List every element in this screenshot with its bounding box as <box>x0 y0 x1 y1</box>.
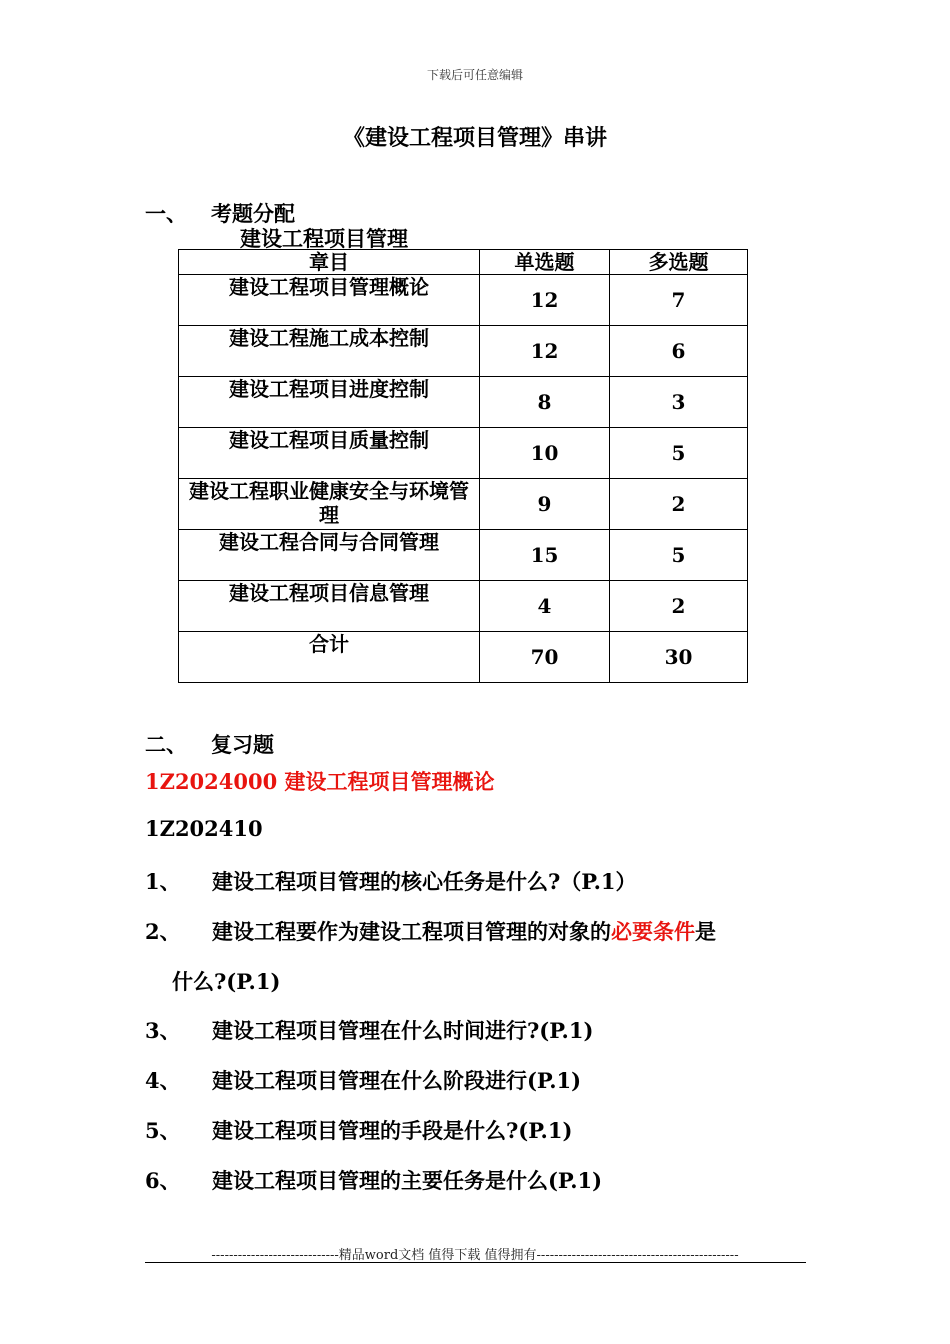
footer-note: -----------------------------精品word文档 值得下载 值得拥有---------------------------------------------- <box>211 1248 739 1263</box>
subsection-code: 1Z202410 <box>145 816 263 841</box>
chapter-cell: 建设工程施工成本控制 <box>179 326 480 377</box>
chapter-cell: 建设工程项目信息管理 <box>179 581 480 632</box>
question-text: 建设工程项目管理的核心任务是什么?（P.1） <box>212 869 637 894</box>
question-number: 3、 <box>145 1018 181 1043</box>
multi-count-cell: 3 <box>610 377 748 428</box>
header-chapter: 章目 <box>179 250 480 275</box>
multi-count-cell: 2 <box>610 581 748 632</box>
section-title: 考题分配 <box>211 201 295 226</box>
multi-count-cell: 7 <box>610 275 748 326</box>
table-row <box>179 479 748 530</box>
total-label-cell: 合计 <box>179 632 480 683</box>
single-count-cell: 15 <box>480 530 610 581</box>
single-count-cell: 12 <box>480 275 610 326</box>
question-item <box>145 1015 593 1045</box>
question-text: 建设工程项目管理在什么阶段进行(P.1) <box>212 1068 582 1093</box>
question-item <box>145 916 716 946</box>
chapter-cell: 建设工程项目进度控制 <box>179 377 480 428</box>
question-item <box>145 1165 602 1195</box>
table-row <box>179 275 748 326</box>
question-text: 建设工程项目管理的主要任务是什么(P.1) <box>212 1168 603 1193</box>
footer-divider <box>145 1262 806 1263</box>
table-caption: 建设工程项目管理 <box>240 226 408 251</box>
table-row <box>179 326 748 377</box>
section-number: 一、 <box>145 201 187 226</box>
section-title: 复习题 <box>211 732 274 757</box>
section-heading-2 <box>145 729 274 759</box>
table-header-row <box>179 250 748 275</box>
header-single-choice: 单选题 <box>480 250 610 275</box>
table-row <box>179 377 748 428</box>
question-continuation: 什么?(P.1) <box>172 969 281 994</box>
table-row <box>179 428 748 479</box>
chapter-cell: 建设工程项目管理概论 <box>179 275 480 326</box>
question-number: 2、 <box>145 919 181 944</box>
question-highlight: 必要条件 <box>611 919 695 944</box>
total-single-cell: 70 <box>480 632 610 683</box>
section-number: 二、 <box>145 732 187 757</box>
chapter-cell: 建设工程项目质量控制 <box>179 428 480 479</box>
multi-count-cell: 5 <box>610 428 748 479</box>
document-title: 《建设工程项目管理》串讲 <box>342 125 607 151</box>
question-text: 建设工程项目管理在什么时间进行?(P.1) <box>212 1018 594 1043</box>
question-item <box>145 1065 581 1095</box>
question-number: 4、 <box>145 1068 181 1093</box>
multi-count-cell: 2 <box>610 479 748 530</box>
question-text: 建设工程要作为建设工程项目管理的对象的 <box>212 919 611 944</box>
question-item <box>145 1115 572 1145</box>
table-row <box>179 530 748 581</box>
exam-distribution-table <box>178 249 748 683</box>
total-multi-cell: 30 <box>610 632 748 683</box>
chapter-cell: 建设工程职业健康安全与环境管理 <box>179 479 480 530</box>
table-total-row <box>179 632 748 683</box>
question-number: 1、 <box>145 869 181 894</box>
question-number: 5、 <box>145 1118 181 1143</box>
single-count-cell: 4 <box>480 581 610 632</box>
chapter-cell: 建设工程合同与合同管理 <box>179 530 480 581</box>
question-item <box>145 866 637 896</box>
question-text: 建设工程项目管理的手段是什么?(P.1) <box>212 1118 573 1143</box>
single-count-cell: 10 <box>480 428 610 479</box>
single-count-cell: 9 <box>480 479 610 530</box>
question-number: 6、 <box>145 1168 181 1193</box>
multi-count-cell: 5 <box>610 530 748 581</box>
question-text-end: 是 <box>695 919 716 944</box>
multi-count-cell: 6 <box>610 326 748 377</box>
single-count-cell: 8 <box>480 377 610 428</box>
header-note: 下载后可任意编辑 <box>426 68 523 82</box>
table-row <box>179 581 748 632</box>
chapter-heading: 1Z2024000 建设工程项目管理概论 <box>145 769 495 794</box>
header-multi-choice: 多选题 <box>610 250 748 275</box>
single-count-cell: 12 <box>480 326 610 377</box>
